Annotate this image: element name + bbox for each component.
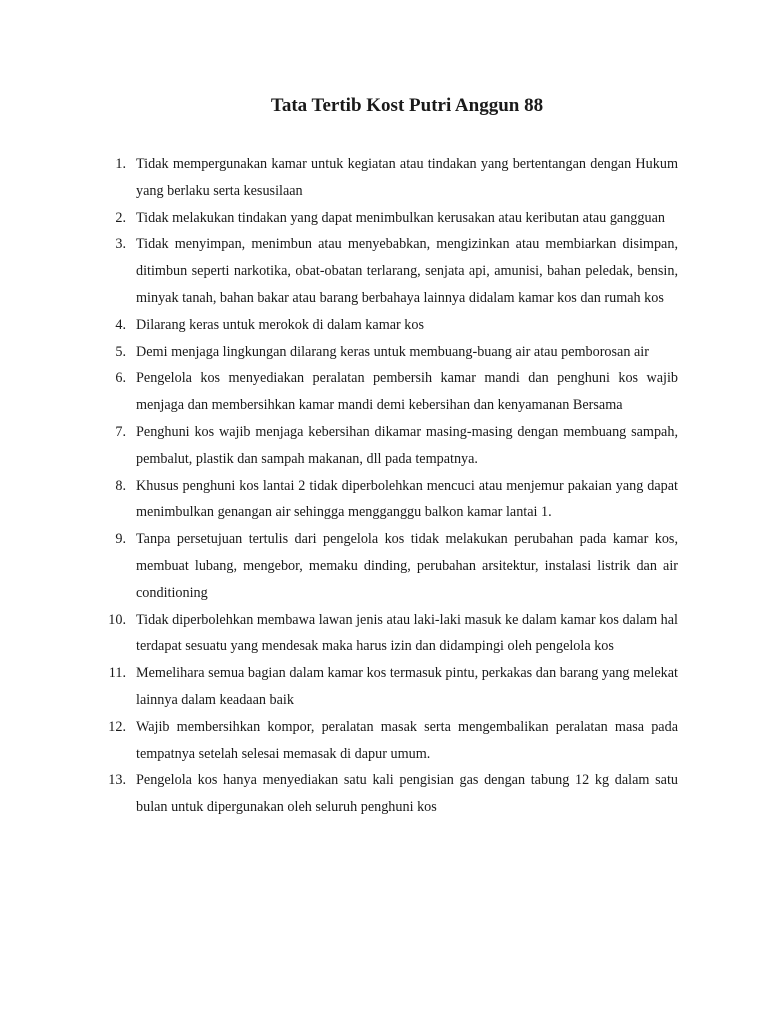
rule-number: 11. [108,665,126,682]
rule-item [102,205,678,232]
rule-number: 1. [115,156,126,172]
document-title: Tata Tertib Kost Putri Anggun 88 [270,95,544,116]
rule-item [102,151,678,205]
rule-text: Khusus penghuni kos lantai 2 tidak diperbolehkan mencuci atau menjemur pakaian yang dapat menimbulkan genangan air sehingga mengganggu balkon kamar lantai 1. [136,477,678,521]
rule-item [102,607,678,661]
rule-text: Tidak diperbolehkan membawa lawan jenis atau laki-laki masuk ke dalam kamar kos dalam hal terdapat sesuatu yang mendesak maka harus izin dan didampingi oleh pengelola kos [136,611,678,655]
rule-item [102,231,678,311]
rule-item [102,312,678,339]
rule-text: Tidak melakukan tindakan yang dapat menimbulkan kerusakan atau keributan atau gangguan [136,209,665,226]
rule-number: 9. [115,531,126,548]
rule-text: Tidak mempergunakan kamar untuk kegiatan atau tindakan yang bertentangan dengan Hukum yang berlaku serta kesusilaan [136,156,678,199]
rule-text: Demi menjaga lingkungan dilarang keras untuk membuang-buang air atau pemborosan air [136,343,649,360]
rule-item [102,660,678,714]
rule-number: 10. [108,611,126,628]
rule-text: Wajib membersihkan kompor, peralatan masak serta mengembalikan peralatan masa pada tempatnya setelah selesai memasak di dapur umum. [136,718,678,762]
rule-number: 4. [115,316,126,333]
rule-item [102,714,678,768]
rule-number: 7. [115,423,126,440]
rule-number: 6. [115,370,126,387]
rule-text: Tidak menyimpan, menimbun atau menyebabkan, mengizinkan atau membiarkan disimpan, ditimbun seperti narkotika, obat-obatan terlarang, senjata api, amunisi, bahan peledak, bensin, minyak tanah, bahan bakar atau barang berbahaya lainnya didalam kamar kos dan rumah kos [136,236,678,306]
rule-text: Tanpa persetujuan tertulis dari pengelola kos tidak melakukan perubahan pada kamar kos, membuat lubang, mengebor, memaku dinding, perubahan arsitektur, instalasi listrik dan air conditioning [136,531,678,601]
rule-text: Penghuni kos wajib menjaga kebersihan dikamar masing-masing dengan membuang sampah, pembalut, plastik dan sampah makanan, dll pada tempatnya. [136,423,678,467]
rule-number: 8. [115,477,126,494]
rule-number: 2. [115,209,126,226]
rule-number: 5. [115,343,126,360]
rule-item [102,526,678,606]
rule-item [102,419,678,473]
rule-text: Dilarang keras untuk merokok di dalam kamar kos [136,316,425,333]
rule-number: 12. [108,718,126,735]
rules-list [102,151,678,821]
rule-text: Memelihara semua bagian dalam kamar kos termasuk pintu, perkakas dan barang yang melekat lainnya dalam keadaan baik [136,665,678,708]
rule-item [102,365,678,419]
rule-item [102,339,678,366]
rule-item [102,473,678,527]
rule-item [102,767,678,821]
rule-text: Pengelola kos hanya menyediakan satu kali pengisian gas dengan tabung 12 kg dalam satu bulan untuk dipergunakan oleh seluruh penghuni kos [136,772,678,816]
rule-number: 13. [108,772,126,789]
rule-text: Pengelola kos menyediakan peralatan pembersih kamar mandi dan penghuni kos wajib menjaga dan membersihkan kamar mandi demi kebersihan dan kenyamanan Bersama [136,370,678,414]
rule-number: 3. [115,236,126,253]
